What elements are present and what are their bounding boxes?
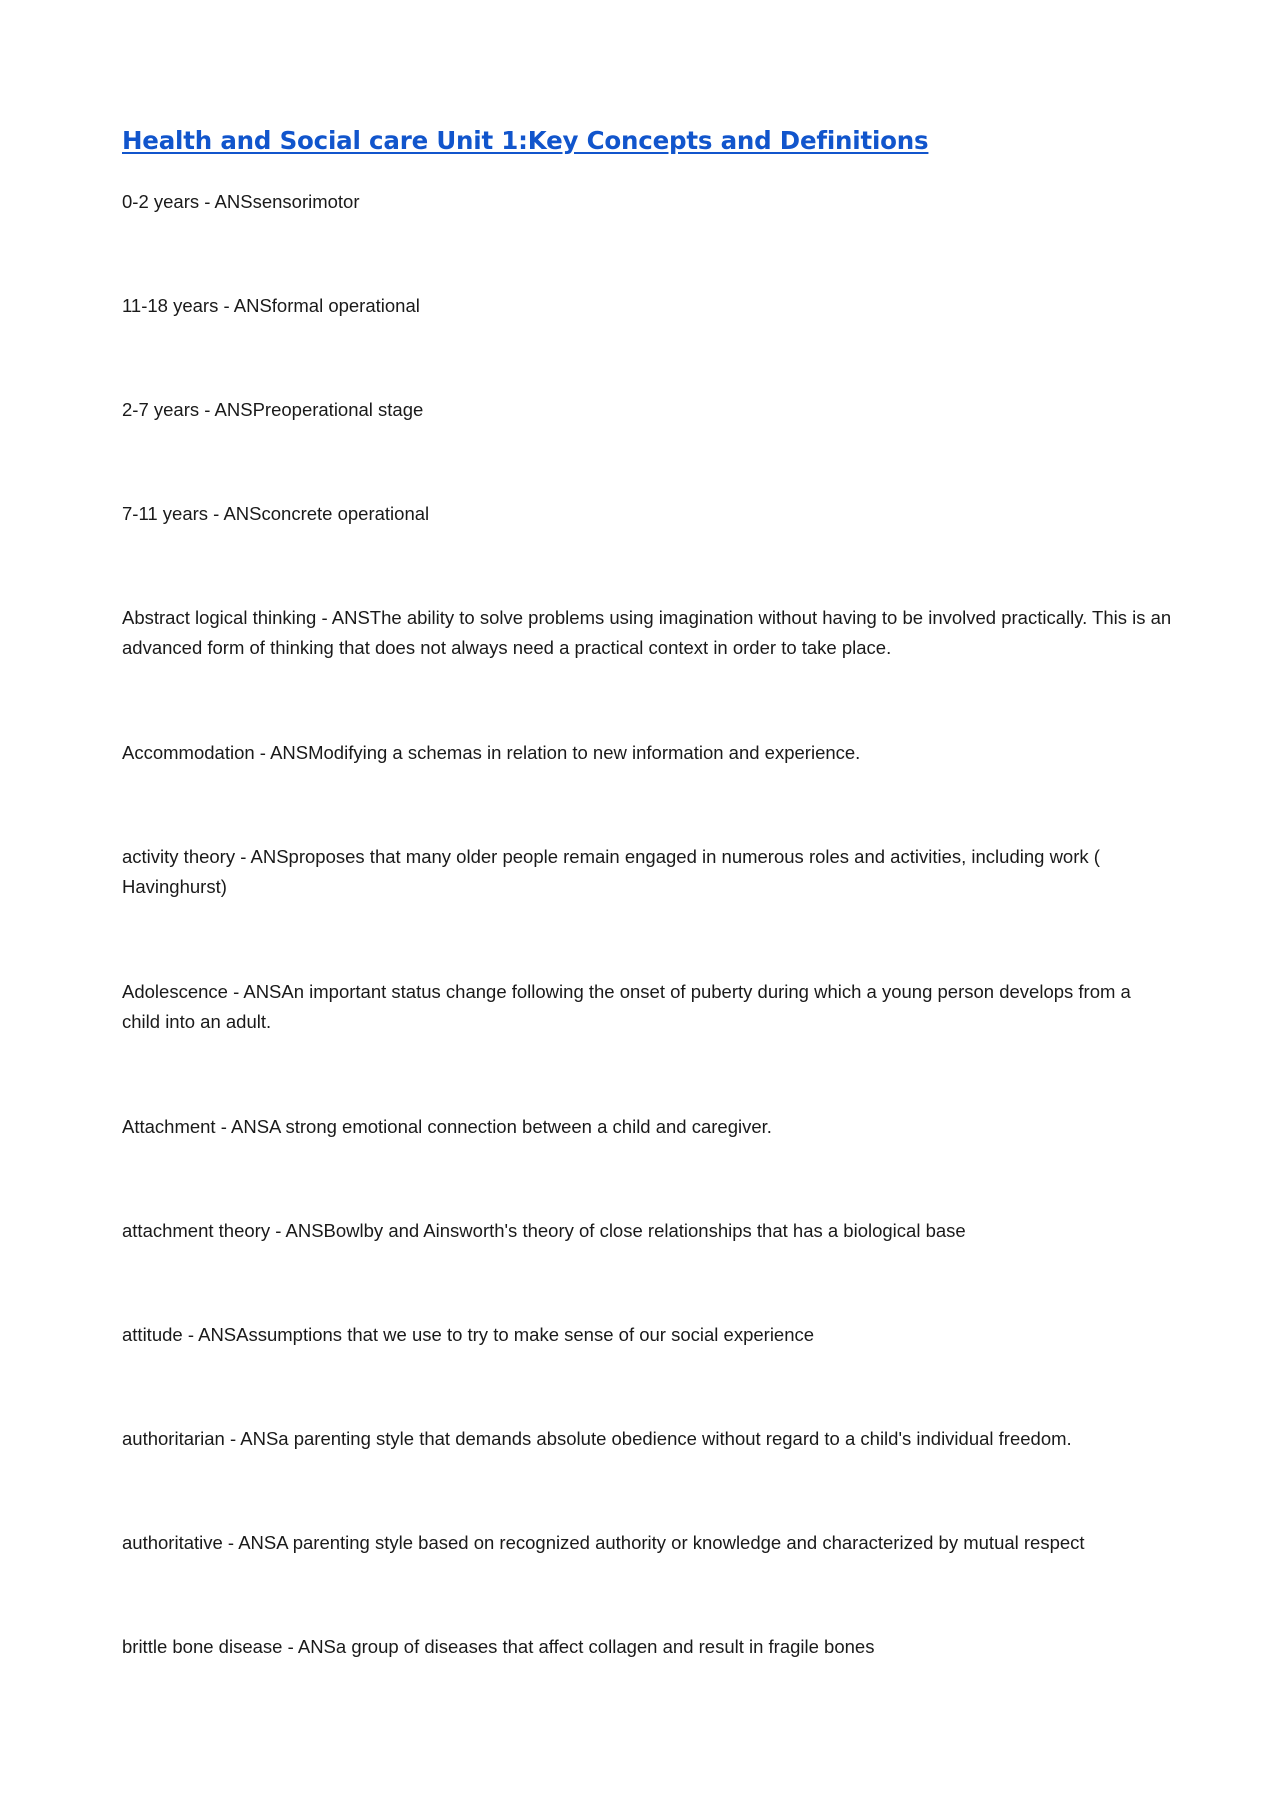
definition-entry: attitude - ANSAssumptions that we use to try to make sense of our social experience <box>122 1324 815 1345</box>
definition-entry: Adolescence - ANSAn important status change following the onset of puberty during which a young person develops from a child into an adult. <box>122 981 1131 1032</box>
definition-entry: attachment theory - ANSBowlby and Ainsworth's theory of close relationships that has a biological base <box>122 1220 966 1241</box>
definition-entry: 11-18 years - ANSformal operational <box>122 295 420 316</box>
definition-entry: 2-7 years - ANSPreoperational stage <box>122 399 424 420</box>
definition-entry: brittle bone disease - ANSa group of diseases that affect collagen and result in fragile bones <box>122 1636 875 1657</box>
definition-entry: 7-11 years - ANSconcrete operational <box>122 503 430 524</box>
definition-entry: Abstract logical thinking - ANSThe ability to solve problems using imagination without having to be involved practically. This is an advanced form of thinking that does not always need a practical context in order to take place. <box>122 607 1172 658</box>
definition-entry: authoritarian - ANSa parenting style that demands absolute obedience without regard to a child's individual freedom. <box>122 1428 1072 1449</box>
document-title-link[interactable]: Health and Social care Unit 1:Key Concepts and Definitions <box>122 126 929 155</box>
definition-entry: 0-2 years - ANSsensorimotor <box>122 191 360 212</box>
definition-entry: Accommodation - ANSModifying a schemas in relation to new information and experience. <box>122 742 861 763</box>
definition-entry: authoritative - ANSA parenting style based on recognized authority or knowledge and characterized by mutual respect <box>122 1532 1085 1553</box>
definition-entry: Attachment - ANSA strong emotional connection between a child and caregiver. <box>122 1116 772 1137</box>
definition-entry: activity theory - ANSproposes that many older people remain engaged in numerous roles and activities, including work ( Havinghurst) <box>122 846 1100 897</box>
